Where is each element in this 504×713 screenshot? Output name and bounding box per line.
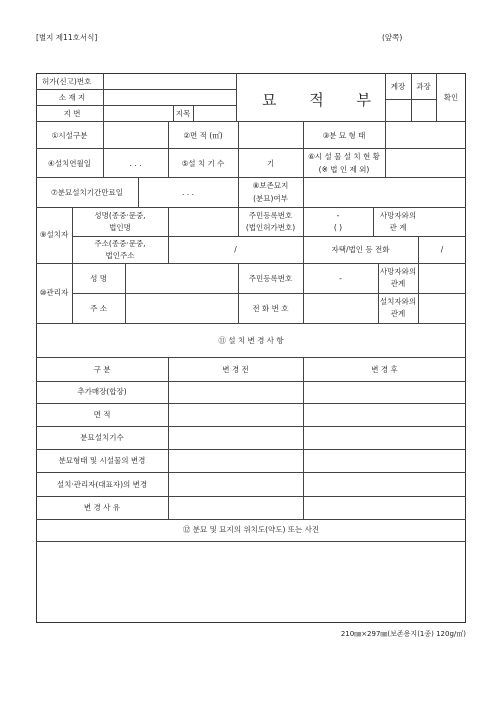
installer-address-label: 주소(종중·문중, bbox=[94, 239, 146, 248]
changes-col-before: 변 경 전 bbox=[222, 365, 249, 374]
land-category-label: 지목 bbox=[175, 109, 191, 118]
grave-count-unit: 기 bbox=[266, 159, 275, 168]
manager-relation-label-2: 관계 bbox=[390, 279, 406, 288]
manager-installer-relation-label: 설치자와의 bbox=[379, 297, 417, 306]
approval-team-label: 계장 bbox=[390, 82, 406, 91]
photo-heading: ⑫ 분묘 및 묘지의 위치도(약도) 또는 사진 bbox=[182, 525, 320, 534]
expiry-value: . . . bbox=[182, 188, 194, 197]
changes-heading: ⑪ 설 치 변 경 사 항 bbox=[218, 336, 284, 345]
manager-section-label: ⑩관리자 bbox=[39, 288, 69, 297]
paper-spec: 210㎜×297㎜(보존용지(1종) 120g/㎡) bbox=[340, 630, 466, 638]
approval-section-label: 과장 bbox=[416, 82, 431, 91]
installer-rrn-label-2: (법인허가번호) bbox=[245, 223, 296, 232]
facility-type-label: ①시설구분 bbox=[51, 131, 88, 140]
installer-permit-paren: ( ) bbox=[333, 223, 343, 232]
manager-rrn-dash: - bbox=[339, 274, 342, 283]
grave-count-label: ⑤설 치 기 수 bbox=[181, 159, 225, 168]
lot-number-label: 지 번 bbox=[63, 109, 81, 118]
manager-installer-relation-label-2: 관계 bbox=[390, 309, 406, 318]
permit-number-label: 허가(신고)번호 bbox=[42, 77, 92, 86]
installer-relation-label-2: 관 계 bbox=[389, 223, 407, 232]
approval-confirm-label: 확인 bbox=[443, 93, 459, 102]
changes-col-after: 변 경 후 bbox=[371, 365, 398, 374]
expiry-label: ⑦분묘설치기간만료일 bbox=[51, 188, 123, 197]
preserve-label: ⑧보존묘지 bbox=[252, 181, 289, 190]
manager-address-label: 주 소 bbox=[90, 304, 107, 313]
installer-name-label-2: 법인명 bbox=[109, 223, 131, 232]
area-label: ②면 적 (㎡) bbox=[183, 131, 223, 140]
facility-status-label: ⑥시 설 물 설 치 현 황 bbox=[308, 152, 380, 161]
installer-rrn-label: 주민등록번호 bbox=[248, 211, 293, 220]
location-label: 소 재 지 bbox=[58, 93, 86, 102]
installer-phone-label: 자택/법인 등 전화 bbox=[331, 245, 390, 254]
change-row-label: 추가매장(합장) bbox=[77, 387, 127, 396]
manager-rrn-label: 주민등록번호 bbox=[248, 274, 293, 283]
grave-form-label: ③분 묘 형 태 bbox=[322, 131, 366, 140]
facility-status-note: (※ 법 인 제 외) bbox=[318, 165, 370, 174]
installer-section-label: ⑨설치자 bbox=[39, 230, 69, 239]
installer-rrn-dash: - bbox=[336, 211, 340, 220]
preserve-label-2: (분묘)여부 bbox=[253, 194, 288, 203]
installer-address-label-2: 법인주소 bbox=[105, 251, 135, 260]
manager-phone-label: 전 화 번 호 bbox=[252, 304, 289, 313]
install-date-label: ④설치연월일 bbox=[48, 159, 91, 168]
installer-relation-label: 사망자와의 bbox=[379, 211, 417, 220]
change-row-label: 설치·관리자(대표자)의 변경 bbox=[56, 480, 148, 489]
installer-address-slash: / bbox=[234, 245, 237, 254]
page-title: 묘 적 부 bbox=[262, 91, 386, 109]
installer-name-label: 성명(종중·문중, bbox=[94, 211, 146, 220]
manager-name-label: 성 명 bbox=[90, 274, 107, 283]
changes-col-type: 구 분 bbox=[93, 365, 111, 374]
change-row-label: 변 경 사 유 bbox=[83, 503, 121, 512]
manager-relation-label: 사망자와의 bbox=[379, 267, 417, 276]
change-row-label: 분묘형태 및 시설물의 변경 bbox=[58, 456, 146, 465]
change-row-label: 분묘설치기수 bbox=[80, 433, 124, 442]
installer-phone-slash: / bbox=[440, 245, 444, 254]
form-number: [별지 제11호서식] bbox=[36, 33, 98, 42]
change-row-label: 면 적 bbox=[93, 410, 111, 419]
install-date-value: . . . bbox=[129, 159, 142, 168]
page-side-label: (앞쪽) bbox=[382, 33, 403, 42]
